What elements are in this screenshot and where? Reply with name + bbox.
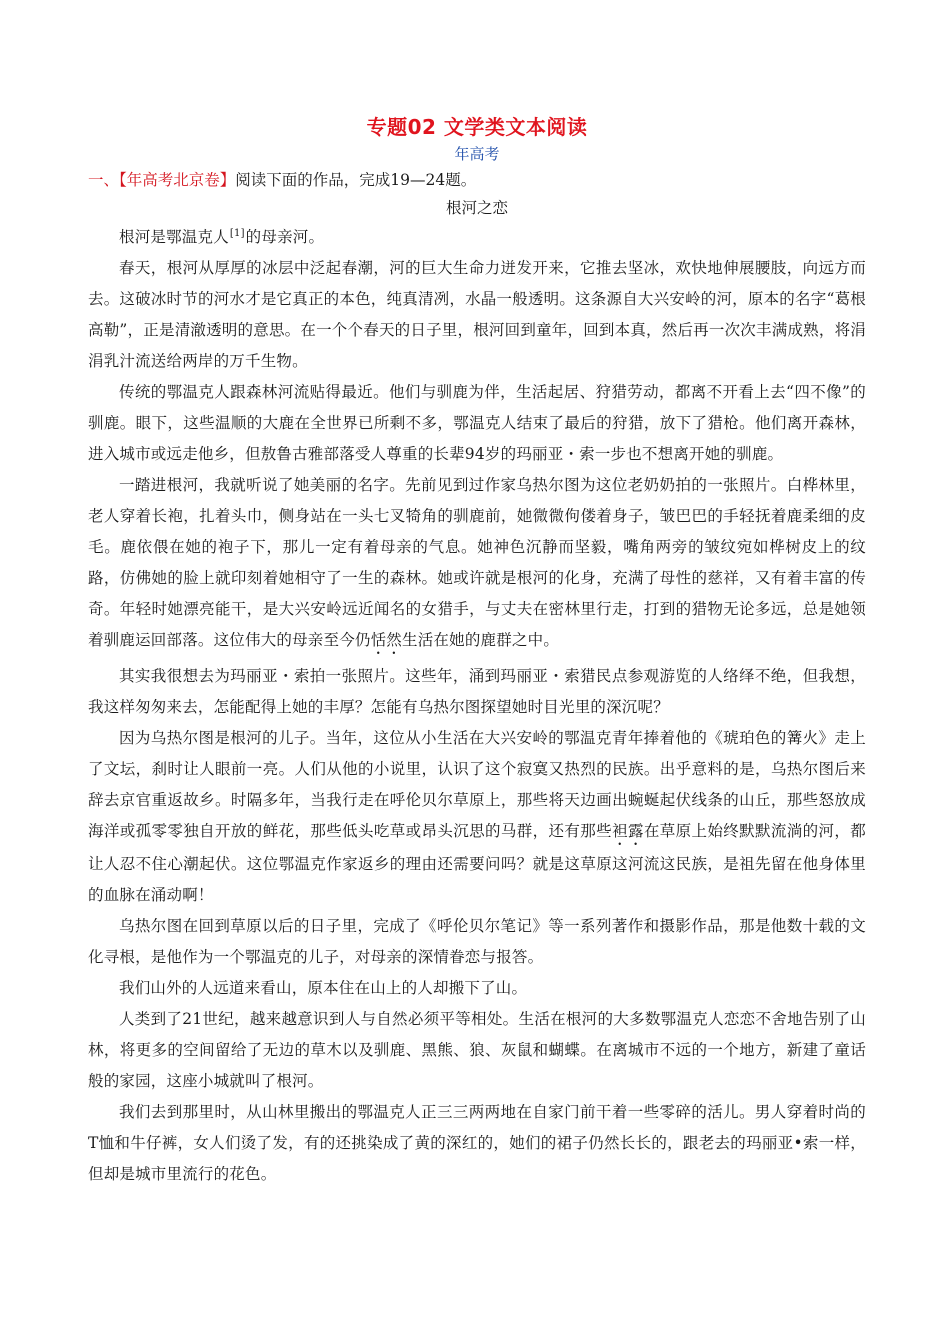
paragraph-4-text-b: 生活在她的鹿群之中。 (402, 631, 560, 649)
page-title: 专题02 文学类文本阅读 (366, 115, 588, 139)
paragraph-6-text-b: 在草原上始终默默流淌的河，都让人忍不住心潮起伏。这位鄂温克作家返乡的理由还需要问吗？就是这草原这河流这民族，是祖先留在他身体里的血脉在涌动啊！ (88, 822, 866, 904)
document-page (88, 112, 866, 1190)
question-instruction: 阅读下面的作品，完成19—24题。 (235, 171, 477, 189)
emphasized-word: 袒露 (612, 822, 644, 840)
question-number: 一、 (88, 171, 120, 189)
footnote-marker: [1] (229, 227, 245, 239)
paragraph-2: 春天，根河从厚厚的冰层中泛起春潮，河的巨大生命力迸发开来，它推去坚冰，欢快地伸展腰肢，向远方而去。这破冰时节的河水才是它真正的本色，纯真清冽，水晶一般透明。这条源自大兴安岭的河，原本的名字“葛根高勒”，正是清澈透明的意思。在一个个春天的日子里，根河回到童年，回到本真，然后再一次次丰满成熟，将涓涓乳汁流送给两岸的万千生物。 (88, 259, 866, 370)
paragraph-4 (88, 470, 866, 658)
paragraph-10: 我们去到那里时，从山林里搬出的鄂温克人正三三两两地在自家门前干着一些零碎的活儿。男人穿着时尚的T恤和牛仔裤，女人们烫了发，有的还挑染成了黄的深红的，她们的裙子仍然长长的，跟老去的玛丽亚•索一样，但却是城市里流行的花色。 (88, 1103, 866, 1183)
paragraph-3: 传统的鄂温克人跟森林河流贴得最近。他们与驯鹿为伴，生活起居、狩猎劳动，都离不开看上去“四不像”的驯鹿。眼下，这些温顺的大鹿在全世界已所剩不多，鄂温克人结束了最后的狩猎，放下了猎枪。他们离开森林，进入城市或远走他乡，但敖鲁古雅部落受人尊重的长辈94岁的玛丽亚・索一步也不想离开她的驯鹿。 (88, 383, 866, 463)
page-subtitle: 年高考 (454, 145, 500, 163)
paragraph-6-text-a: 因为乌热尔图是根河的儿子。当年，这位从小生活在大兴安岭的鄂温克青年捧着他的《琥珀色的篝火》走上了文坛，刹时让人眼前一亮。人们从他的小说里，认识了这个寂寞又热烈的民族。出乎意料的是，乌热尔图后来辞去京官重返故乡。时隔多年，当我行走在呼伦贝尔草原上，那些将天边画出蜿蜒起伏线条的山丘，那些怒放成海洋或孤零零独自开放的鲜花，那些低头吃草或昂头沉思的马群，还有那些 (88, 729, 866, 840)
paragraph-1-text-b: 的母亲河。 (245, 228, 325, 246)
emphasized-word: 恬然 (370, 631, 403, 649)
paragraph-8: 我们山外的人远道来看山，原本住在山上的人却搬下了山。 (119, 979, 528, 997)
paragraph-7: 乌热尔图在回到草原以后的日子里，完成了《呼伦贝尔笔记》等一系列著作和摄影作品，那是他数十载的文化寻根，是他作为一个鄂温克的儿子，对母亲的深情眷恋与报答。 (88, 917, 866, 966)
paragraph-4-text-a: 一踏进根河，我就听说了她美丽的名字。先前见到过作家乌热尔图为这位老奶奶拍的一张照片。白桦林里，老人穿着长袍，扎着头巾，侧身站在一头七叉犄角的驯鹿前，她微微佝偻着身子，皱巴巴的手轻抚着鹿柔细的皮毛。鹿依偎在她的袍子下，那儿一定有着母亲的气息。她神色沉静而坚毅，嘴角两旁的皱纹宛如桦树皮上的纹路，仿佛她的脸上就印刻着她相守了一生的森林。她或许就是根河的化身，充满了母性的慈祥，又有着丰富的传奇。年轻时她漂亮能干，是大兴安岭远近闻名的女猎手，与丈夫在密林里行走，打到的猎物无论多远，总是她领着驯鹿运回部落。这位伟大的母亲至今仍 (88, 476, 866, 649)
question-source: 【年高考北京卷】 (119, 171, 236, 189)
question-line (88, 166, 866, 194)
paragraph-1-text-a: 根河是鄂温克人 (119, 228, 229, 246)
paragraph-9: 人类到了21世纪，越来越意识到人与自然必须平等相处。生活在根河的大多数鄂温克人恋恋不舍地告别了山林，将更多的空间留给了无边的草木以及驯鹿、黑熊、狼、灰鼠和蝴蝶。在离城市不远的一个地方，新建了童话般的家园，这座小城就叫了根河。 (88, 1010, 866, 1090)
paragraph-5: 其实我很想去为玛丽亚・索拍一张照片。这些年，涌到玛丽亚・索猎民点参观游览的人络绎不绝，但我想，我这样匆匆来去，怎能配得上她的丰厚？怎能有乌热尔图探望她时目光里的深沉呢？ (88, 667, 866, 716)
essay-title: 根河之恋 (445, 199, 508, 217)
paragraph-1 (88, 222, 866, 253)
paragraph-6 (88, 723, 866, 911)
